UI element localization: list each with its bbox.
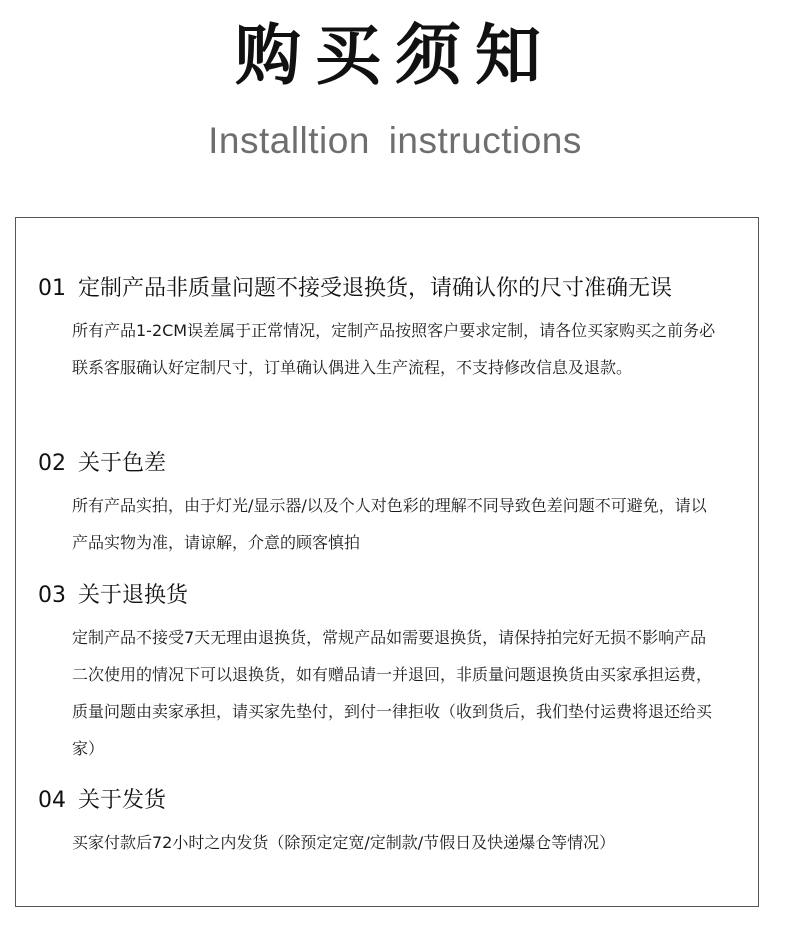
section-heading [38,449,748,479]
section-body: 所有产品实拍，由于灯光/显示器/以及个人对色彩的理解不同导致色差问题不可避免，请以产品实物为准，请谅解，介意的顾客慎拍 [72,496,707,552]
section-number: 01 [38,276,66,301]
section-body: 所有产品1-2CM误差属于正常情况，定制产品按照客户要求定制，请各位买家购买之前务必联系客服确认好定制尺寸，订单确认偶进入生产流程，不支持修改信息及退款。 [72,321,716,377]
notice-section-04 [38,786,748,861]
section-body: 买家付款后72小时之内发货（除预定定宽/定制款/节假日及快递爆仓等情况） [72,833,616,852]
section-number: 04 [38,788,66,813]
page-subtitle: Installtion instructions [208,120,582,161]
section-number: 03 [38,583,66,608]
section-title: 关于色差 [78,451,167,476]
notice-section-01 [38,274,748,386]
section-heading [38,786,748,816]
notice-section-02 [38,449,748,561]
page-title: 购买须知 [235,16,555,94]
notice-section-03 [38,581,748,767]
section-heading [38,274,748,304]
notice-box [15,217,759,907]
section-heading [38,581,748,611]
section-body: 定制产品不接受7天无理由退换货，常规产品如需要退换货，请保持拍完好无损不影响产品二次使用的情况下可以退换货，如有赠品请一并退回，非质量问题退换货由买家承担运费，质量问题由卖家承担，请买家先垫付，到付一律拒收（收到货后，我们垫付运费将退还给买家） [72,628,713,758]
section-title: 关于退换货 [78,583,189,608]
section-number: 02 [38,451,66,476]
section-title: 定制产品非质量问题不接受退换货，请确认你的尺寸准确无误 [78,276,673,301]
section-title: 关于发货 [78,788,167,813]
